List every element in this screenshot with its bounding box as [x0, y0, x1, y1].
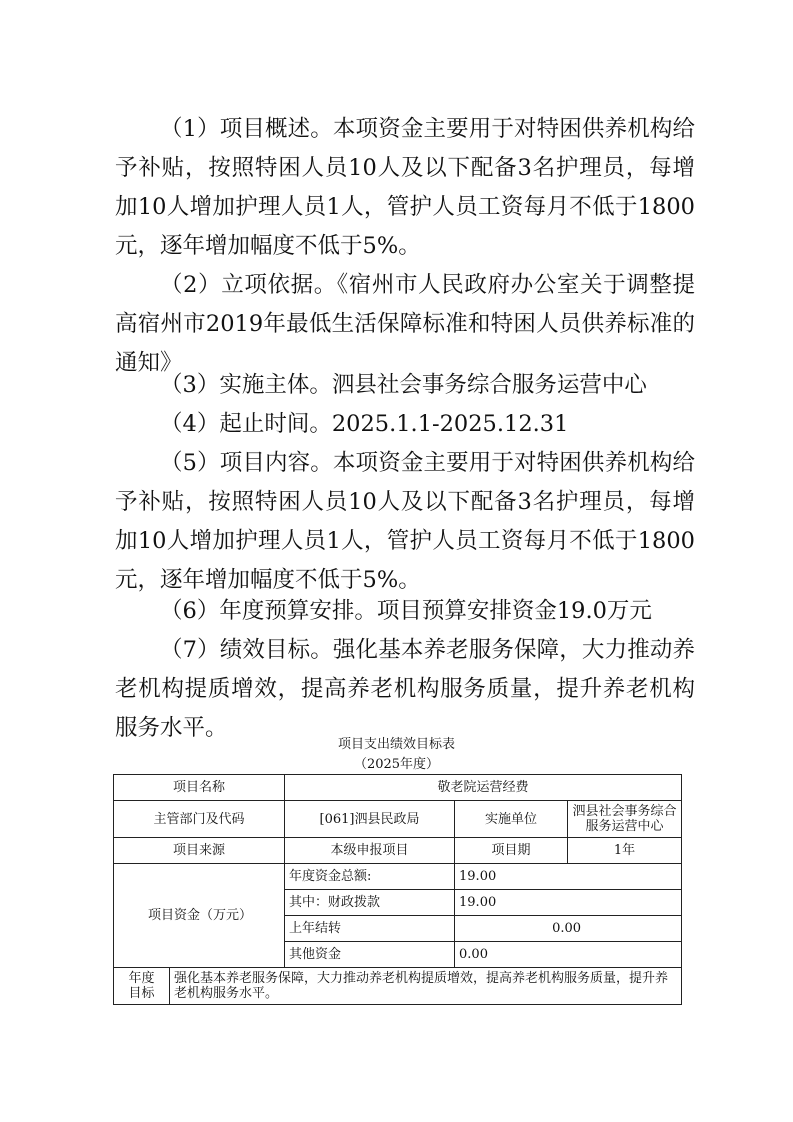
- funds-total-label: 年度资金总额:: [285, 864, 455, 890]
- funds-fiscal-label: 其中：财政拨款: [285, 890, 455, 916]
- project-name-value: 敬老院运营经费: [285, 775, 682, 801]
- table-row: [114, 864, 682, 890]
- paragraph-duration: （4）起止时间。2025.1.1-2025.12.31: [160, 411, 569, 437]
- source-value: 本级申报项目: [285, 838, 455, 864]
- funds-carryover-value: 0.00: [455, 916, 682, 942]
- table-row: [114, 775, 682, 801]
- funds-fiscal-value: 19.00: [455, 890, 682, 916]
- period-value: 1年: [568, 838, 682, 864]
- paragraph-performance-goal: （7）绩效目标。强化基本养老服务保障，大力推动养老机构提质增效，提高养老机构服务质量，提升养老机构服务水平。: [115, 637, 695, 741]
- annual-goal-label: 年度目标: [114, 968, 170, 1005]
- impl-unit-label: 实施单位: [455, 801, 568, 838]
- paragraph-budget: （6）年度预算安排。项目预算安排资金19.0万元: [160, 598, 652, 624]
- funds-carryover-label: 上年结转: [285, 916, 455, 942]
- paragraph-project-content: （5）项目内容。本项资金主要用于对特困供养机构给予补贴，按照特困人员10人及以下配备3名护理员，每增加10人增加护理人员1人，管护人员工资每月不低于1800元，逐年增加幅度不低于5%。: [115, 450, 695, 593]
- period-label: 项目期: [455, 838, 568, 864]
- table-caption: 项目支出绩效目标表: [337, 737, 455, 752]
- annual-goal-value: 强化基本养老服务保障，大力推动养老机构提质增效，提高养老机构服务质量，提升养老机构服务水平。: [170, 968, 682, 1005]
- table-subcaption: （2025年度）: [353, 757, 440, 772]
- funds-label: 项目资金（万元）: [114, 864, 285, 968]
- table-row: [114, 838, 682, 864]
- project-name-label: 项目名称: [114, 775, 285, 801]
- funds-total-value: 19.00: [455, 864, 682, 890]
- dept-label: 主管部门及代码: [114, 801, 285, 838]
- funds-other-label: 其他资金: [285, 942, 455, 968]
- table-row: [114, 801, 682, 838]
- paragraph-project-basis: （2）立项依据。《宿州市人民政府办公室关于调整提高宿州市2019年最低生活保障标准和特困人员供养标准的通知》: [115, 272, 695, 376]
- table-row: [114, 968, 682, 1005]
- impl-unit-value: 泗县社会事务综合服务运营中心: [568, 801, 682, 838]
- paragraph-project-overview: （1）项目概述。本项资金主要用于对特困供养机构给予补贴，按照特困人员10人及以下配备3名护理员，每增加10人增加护理人员1人，管护人员工资每月不低于1800元，逐年增加幅度不低于5%。: [115, 116, 695, 259]
- dept-value: [061]泗县民政局: [285, 801, 455, 838]
- paragraph-implementer: （3）实施主体。泗县社会事务综合服务运营中心: [160, 372, 647, 398]
- funds-other-value: 0.00: [455, 942, 682, 968]
- source-label: 项目来源: [114, 838, 285, 864]
- performance-goal-table: [113, 774, 682, 1005]
